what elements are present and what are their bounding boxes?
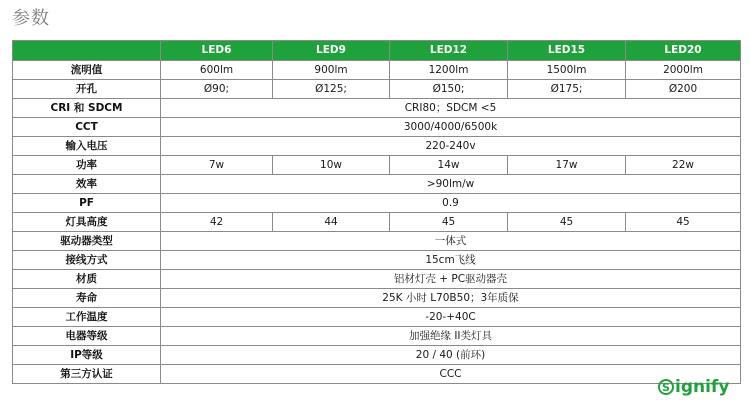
table-row (13, 194, 741, 213)
logo-text: ignify (675, 377, 730, 397)
table-cell: 2000lm (626, 61, 741, 80)
signify-logo (658, 376, 729, 398)
row-label: 工作温度 (13, 308, 161, 327)
table-row (13, 61, 741, 80)
row-label: 寿命 (13, 289, 161, 308)
table-cell: 45 (508, 213, 626, 232)
row-label: 功率 (13, 156, 161, 175)
table-row (13, 175, 741, 194)
table-row (13, 232, 741, 251)
table-cell: 1200lm (390, 61, 508, 80)
table-cell-merged: 加强绝缘 II类灯具 (161, 327, 741, 346)
table-row (13, 213, 741, 232)
table-cell-merged: 铝材灯壳 + PC驱动器壳 (161, 270, 741, 289)
table-cell: 10w (273, 156, 390, 175)
table-cell-merged: >90lm/w (161, 175, 741, 194)
row-label: CRI 和 SDCM (13, 99, 161, 118)
table-row (13, 137, 741, 156)
table-cell-merged: 一体式 (161, 232, 741, 251)
table-cell: Ø90; (161, 80, 273, 99)
header-model-led15: LED15 (508, 41, 626, 61)
table-cell: 17w (508, 156, 626, 175)
row-label: 第三方认证 (13, 365, 161, 384)
table-cell: Ø150; (390, 80, 508, 99)
table-row (13, 327, 741, 346)
table-cell-merged: 20 / 40 (前环) (161, 346, 741, 365)
table-cell-merged: 3000/4000/6500k (161, 118, 741, 137)
table-cell-merged: 15cm飞线 (161, 251, 741, 270)
header-corner-cell (13, 41, 161, 61)
table-cell: Ø200 (626, 80, 741, 99)
signify-mark-icon: S (658, 379, 674, 395)
header-model-led6: LED6 (161, 41, 273, 61)
table-cell-merged: -20-+40C (161, 308, 741, 327)
table-cell: 42 (161, 213, 273, 232)
row-label: CCT (13, 118, 161, 137)
row-label: 电器等级 (13, 327, 161, 346)
page-title: 参数 (12, 8, 50, 29)
table-cell: 44 (273, 213, 390, 232)
table-cell: 600lm (161, 61, 273, 80)
header-model-led9: LED9 (273, 41, 390, 61)
table-cell-merged: CCC (161, 365, 741, 384)
table-row (13, 308, 741, 327)
table-row (13, 270, 741, 289)
header-model-led12: LED12 (390, 41, 508, 61)
row-label: PF (13, 194, 161, 213)
table-row (13, 99, 741, 118)
table-cell-merged: 220-240v (161, 137, 741, 156)
table-cell: 7w (161, 156, 273, 175)
table-cell: Ø175; (508, 80, 626, 99)
row-label: IP等级 (13, 346, 161, 365)
table-cell: 45 (390, 213, 508, 232)
header-model-led20: LED20 (626, 41, 741, 61)
table-row (13, 80, 741, 99)
table-cell-merged: 25K 小时 L70B50；3年质保 (161, 289, 741, 308)
table-cell-merged: CRI80；SDCM <5 (161, 99, 741, 118)
row-label: 效率 (13, 175, 161, 194)
spec-table (12, 40, 741, 384)
row-label: 开孔 (13, 80, 161, 99)
table-row (13, 289, 741, 308)
table-row (13, 156, 741, 175)
row-label: 输入电压 (13, 137, 161, 156)
table-row (13, 251, 741, 270)
row-label: 驱动器类型 (13, 232, 161, 251)
table-cell: 45 (626, 213, 741, 232)
table-row (13, 118, 741, 137)
table-row (13, 346, 741, 365)
table-cell: Ø125; (273, 80, 390, 99)
table-header-row (13, 41, 741, 61)
table-cell: 22w (626, 156, 741, 175)
row-label: 灯具高度 (13, 213, 161, 232)
table-cell: 1500lm (508, 61, 626, 80)
table-cell: 900lm (273, 61, 390, 80)
table-cell-merged: 0.9 (161, 194, 741, 213)
row-label: 接线方式 (13, 251, 161, 270)
table-row (13, 365, 741, 384)
row-label: 流明值 (13, 61, 161, 80)
table-cell: 14w (390, 156, 508, 175)
row-label: 材质 (13, 270, 161, 289)
